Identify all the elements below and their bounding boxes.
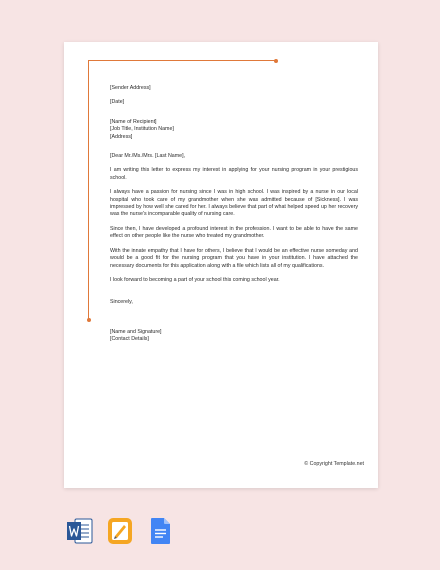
paragraph: I am writing this letter to express my interest in applying for your nursing program in your prestigious school. [110, 167, 358, 181]
letter-body [110, 85, 358, 351]
accent-line-vertical [88, 60, 89, 320]
paragraph: Since then, I have developed a profound interest in the profession. I want to be able to have the same effect on other people like the nurse who treated my grandmother. [110, 225, 358, 240]
signature-line: [Name and Signature] [110, 328, 162, 335]
recipient-name: [Name of Recipient] [110, 118, 157, 125]
sender-address: [Sender Address] [110, 85, 151, 91]
google-docs-icon[interactable] [146, 516, 174, 546]
word-icon[interactable] [66, 516, 94, 546]
accent-line-horizontal [88, 60, 276, 61]
paragraph: I look forward to becoming a part of your school this coming school year. [110, 276, 280, 283]
recipient-job-title: [Job Title, Institution Name] [110, 126, 174, 133]
salutation: [Dear Mr./Ms./Mrs. [Last Name], [110, 153, 186, 160]
accent-dot [274, 59, 278, 63]
copyright-text: © Copyright Template.net [304, 461, 364, 467]
paragraph: With the innate empathy that I have for others, I believe that I would be an effective nurse someday and would be a good fit for the nursing program that you have in your institution. I have attached the necessary documents for this application along with a file which lists all of my qualifications. [110, 247, 358, 269]
letter-date: [Date] [110, 99, 125, 106]
accent-dot [87, 318, 91, 322]
recipient-address: [Address] [110, 133, 133, 140]
paragraph: I always have a passion for nursing since I was in high school. I was inspired by a nurse in our local hospital who took care of my grandmother when she was admitted because of [Sickness]. I was impressed by how well she cared for her. I always believe that part of what helped speed up her recovery was the nurse's incomparable quality of nursing care. [110, 189, 358, 218]
format-icons [66, 516, 174, 546]
pages-icon[interactable] [106, 516, 134, 546]
letter-page [64, 42, 378, 488]
closing: Sincerely, [110, 299, 133, 306]
contact-details: [Contact Details] [110, 336, 149, 343]
